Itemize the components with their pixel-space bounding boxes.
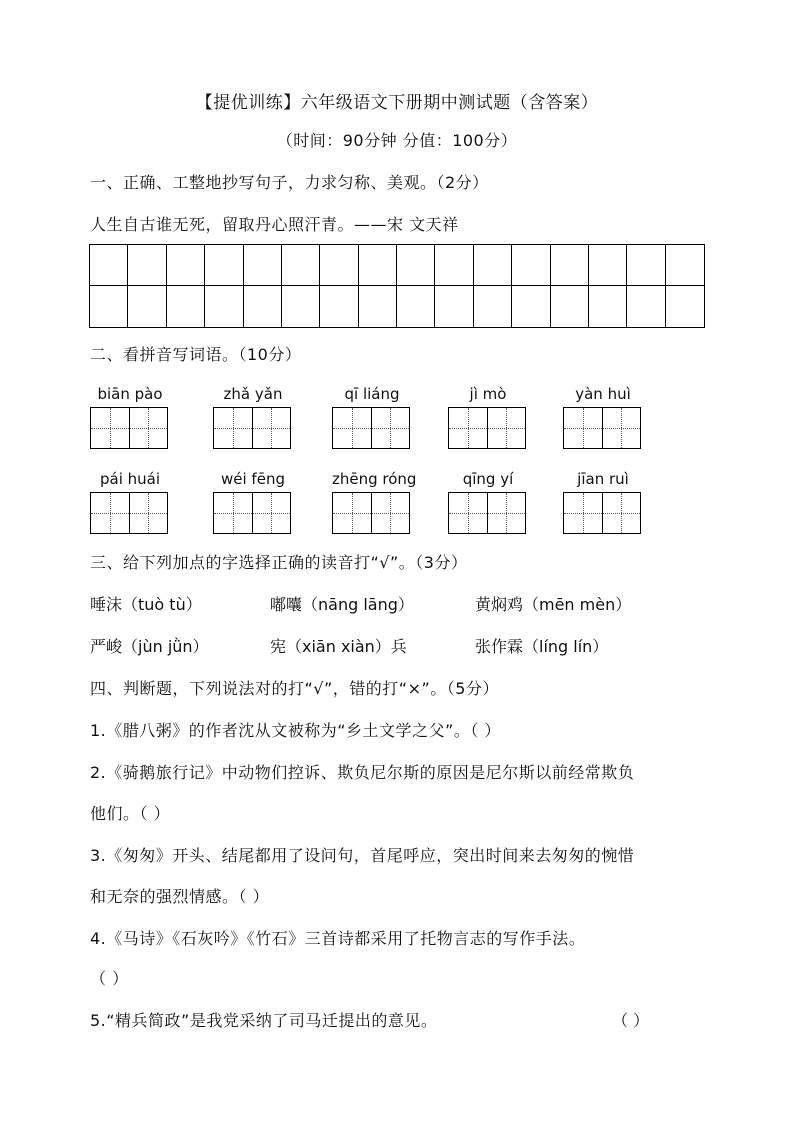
pinyin-label: wéi fēng bbox=[221, 470, 285, 488]
tianzige-boxes[interactable] bbox=[448, 407, 526, 449]
judgment-question-3-cont[interactable]: 和无奈的强烈情感。（ ） bbox=[90, 887, 270, 906]
section1-heading: 一、正确、工整地抄写句子，力求匀称、美观。（2分） bbox=[90, 173, 489, 192]
grid-cell[interactable] bbox=[359, 245, 397, 286]
grid-cell[interactable] bbox=[320, 286, 358, 327]
page-title: 【提优训练】六年级语文下册期中测试题（含答案） bbox=[195, 93, 599, 113]
pinyin-label: biān pào bbox=[97, 385, 163, 403]
grid-cell[interactable] bbox=[589, 286, 627, 327]
pronunciation-choice[interactable]: 严峻（jùn jǜn） bbox=[90, 637, 209, 656]
grid-cell[interactable] bbox=[589, 245, 627, 286]
section4-heading: 四、判断题，下列说法对的打“√”，错的打“×”。（5分） bbox=[90, 679, 499, 698]
section1-sentence: 人生自古谁无死，留取丹心照汗青。——宋 文天祥 bbox=[90, 215, 459, 234]
grid-cell[interactable] bbox=[90, 245, 128, 286]
grid-cell[interactable] bbox=[435, 245, 473, 286]
answer-parentheses[interactable]: （ ） bbox=[612, 1011, 650, 1030]
section2-heading: 二、看拼音写词语。（10分） bbox=[90, 345, 302, 364]
pinyin-label: zhēng róng bbox=[332, 470, 417, 488]
grid-cell[interactable] bbox=[205, 245, 243, 286]
grid-cell[interactable] bbox=[435, 286, 473, 327]
grid-cell[interactable] bbox=[666, 245, 704, 286]
grid-cell[interactable] bbox=[167, 286, 205, 327]
tianzige-boxes[interactable] bbox=[90, 407, 168, 449]
grid-cell[interactable] bbox=[474, 286, 512, 327]
grid-cell[interactable] bbox=[512, 286, 550, 327]
grid-cell[interactable] bbox=[244, 245, 282, 286]
judgment-question-4-cont[interactable]: （ ） bbox=[90, 969, 129, 988]
judgment-question-3[interactable]: 3.《匆匆》开头、结尾都用了设问句，首尾呼应，突出时间来去匆匆的惋惜 bbox=[90, 846, 635, 865]
tianzige-boxes[interactable] bbox=[332, 407, 410, 449]
tianzige-boxes[interactable] bbox=[213, 492, 291, 534]
grid-cell[interactable] bbox=[128, 245, 166, 286]
grid-cell[interactable] bbox=[666, 286, 704, 327]
judgment-question-2[interactable]: 2.《骑鹅旅行记》中动物们控诉、欺负尼尔斯的原因是尼尔斯以前经常欺负 bbox=[90, 763, 635, 782]
copy-writing-grid[interactable] bbox=[89, 244, 705, 328]
pronunciation-choice[interactable]: 嘟囔（nāng lāng） bbox=[270, 595, 414, 614]
tianzige-boxes[interactable] bbox=[213, 407, 291, 449]
grid-cell[interactable] bbox=[244, 286, 282, 327]
tianzige-boxes[interactable] bbox=[563, 407, 641, 449]
page-subtitle: （时间：90分钟 分值：100分） bbox=[276, 131, 518, 150]
grid-cell[interactable] bbox=[167, 245, 205, 286]
grid-cell[interactable] bbox=[627, 245, 665, 286]
tianzige-boxes[interactable] bbox=[563, 492, 641, 534]
pinyin-label: pái huái bbox=[99, 470, 161, 488]
tianzige-boxes[interactable] bbox=[448, 492, 526, 534]
pinyin-label: jīan ruì bbox=[577, 470, 629, 488]
pinyin-label: jì mò bbox=[469, 385, 507, 403]
grid-cell[interactable] bbox=[282, 245, 320, 286]
judgment-question-5[interactable]: 5.“精兵简政”是我党采纳了司马迁提出的意见。 bbox=[90, 1011, 438, 1030]
grid-cell[interactable] bbox=[90, 286, 128, 327]
tianzige-boxes[interactable] bbox=[332, 492, 410, 534]
grid-cell[interactable] bbox=[397, 245, 435, 286]
pinyin-label: qīng yí bbox=[462, 470, 514, 488]
tianzige-boxes[interactable] bbox=[90, 492, 168, 534]
pronunciation-choice[interactable]: 宪（xiān xiàn）兵 bbox=[270, 637, 407, 656]
pronunciation-choice[interactable]: 黄焖鸡（mēn mèn） bbox=[475, 595, 632, 614]
grid-cell[interactable] bbox=[397, 286, 435, 327]
grid-cell[interactable] bbox=[205, 286, 243, 327]
grid-cell[interactable] bbox=[474, 245, 512, 286]
grid-cell[interactable] bbox=[282, 286, 320, 327]
grid-cell[interactable] bbox=[512, 245, 550, 286]
pinyin-label: qī liáng bbox=[344, 385, 400, 403]
grid-cell[interactable] bbox=[551, 286, 589, 327]
judgment-question-4[interactable]: 4.《马诗》《石灰吟》《竹石》三首诗都采用了托物言志的写作手法。 bbox=[90, 929, 586, 948]
judgment-question-2-cont[interactable]: 他们。（ ） bbox=[90, 804, 171, 823]
pinyin-label: zhǎ yǎn bbox=[223, 385, 283, 403]
grid-cell[interactable] bbox=[128, 286, 166, 327]
pinyin-label: yàn huì bbox=[575, 385, 631, 403]
section3-heading: 三、给下列加点的字选择正确的读音打“√”。（3分） bbox=[90, 553, 468, 572]
grid-cell[interactable] bbox=[627, 286, 665, 327]
judgment-question-1[interactable]: 1.《腊八粥》的作者沈从文被称为“乡土文学之父”。（ ） bbox=[90, 721, 501, 740]
grid-cell[interactable] bbox=[551, 245, 589, 286]
pronunciation-choice[interactable]: 唾沫（tuò tù） bbox=[90, 595, 202, 614]
pronunciation-choice[interactable]: 张作霖（líng lín） bbox=[475, 637, 609, 656]
grid-cell[interactable] bbox=[320, 245, 358, 286]
grid-cell[interactable] bbox=[359, 286, 397, 327]
